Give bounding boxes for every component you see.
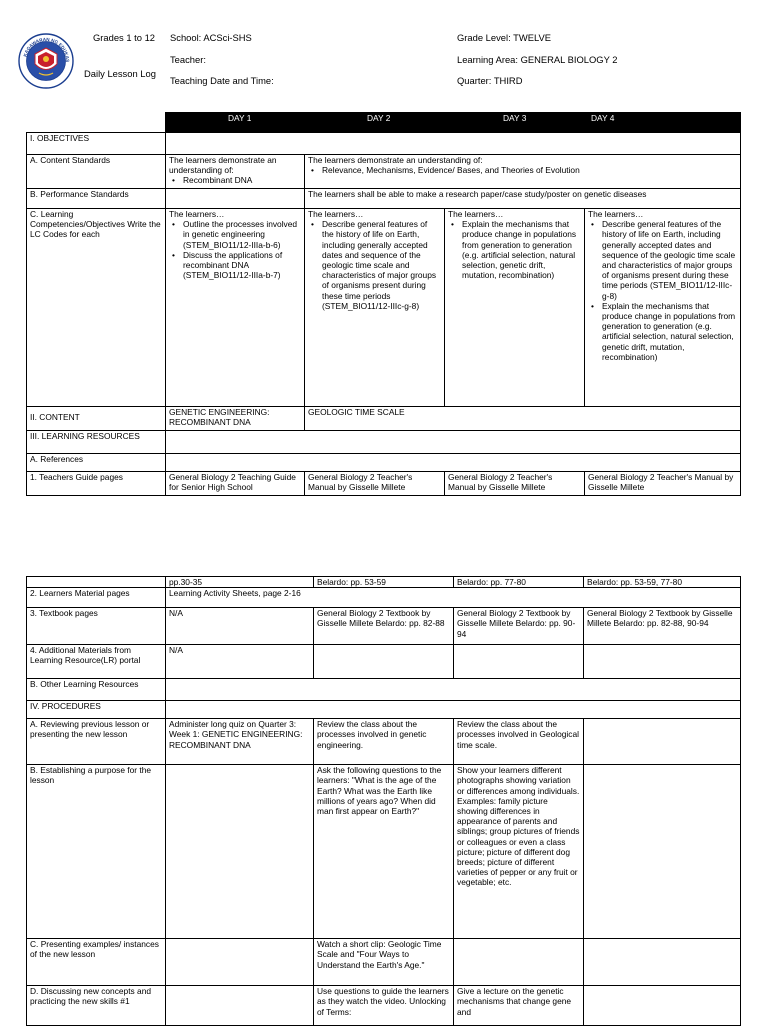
table-row [27, 472, 741, 496]
teachers-guide-label: 1. Teachers Guide pages [27, 472, 166, 496]
deped-seal-logo [18, 33, 74, 89]
teachers-guide-day3: General Biology 2 Teacher's Manual by Gisselle Millete [445, 472, 585, 496]
presenting-day2: Watch a short clip: Geologic Time Scale and "Four Ways to Understand the Earth's Age." [314, 939, 454, 986]
grades-label: Grades 1 to 12 [93, 32, 156, 43]
school-field: School: ACSci-SHS [170, 32, 252, 43]
teachers-guide-day4: General Biology 2 Teacher's Manual by Gisselle Millete [585, 472, 741, 496]
table-row [27, 588, 741, 608]
seal-text: KAGAWARAN NG EDUKAS [22, 36, 71, 63]
list-item: • Recombinant DNA [183, 175, 301, 185]
learning-area-field: Learning Area: GENERAL BIOLOGY 2 [457, 54, 618, 65]
day-1-header: DAY 1 [228, 113, 252, 123]
learners-material-text: Learning Activity Sheets, page 2-16 [166, 588, 741, 608]
table-row [27, 189, 741, 209]
purpose-day3: Show your learners different photographs showing variation or differences among individuals. Examples: family picture showing differences in appearance of parents and siblings; group pictures of friends or colleagues or even a class picture; picture of different dog breeds; picture of different varieties of pepper or any fruit or vegetable; etc. [454, 765, 584, 939]
list-item: • Relevance, Mechanisms, Evidence/ Bases, and Theories of Evolution [322, 165, 737, 175]
list-item: • Describe general features of the history of life on Earth, including generally accepted dates and sequence of the geologic time scale and characteristics of major groups of organisms present during these time periods (STEM_BIO11/12-IIIc-g-8) [602, 219, 737, 301]
teachers-guide-day1: General Biology 2 Teaching Guide for Senior High School [166, 472, 305, 496]
list-item: • Discuss the applications of recombinant DNA (STEM_BIO11/12-IIIa-b-7) [183, 250, 301, 281]
procedures-heading: IV. PROCEDURES [27, 701, 166, 719]
reviewing-day1: Administer long quiz on Quarter 3: Week 1: GENETIC ENGINEERING: RECOMBINANT DNA [166, 719, 314, 765]
textbook-label: 3. Textbook pages [27, 608, 166, 645]
teachers-guide-cont-day4: Belardo: pp. 53-59, 77-80 [584, 577, 741, 588]
competencies-day4-intro: The learners… [588, 209, 644, 219]
additional-materials-label: 4. Additional Materials from Learning Resource(LR) portal [27, 645, 166, 679]
performance-standards-text: The learners shall be able to make a research paper/case study/poster on genetic diseases [305, 189, 741, 209]
table-row [27, 407, 741, 431]
learners-material-label: 2. Learners Material pages [27, 588, 166, 608]
teachers-guide-cont-day3: Belardo: pp. 77-80 [454, 577, 584, 588]
objectives-heading: I. OBJECTIVES [27, 133, 166, 155]
purpose-label: B. Establishing a purpose for the lesson [27, 765, 166, 939]
purpose-day2: Ask the following questions to the learners: "What is the age of the Earth? What was the Earth like millions of years ago? When did man first appear on Earth?" [314, 765, 454, 939]
day-3-header: DAY 3 [503, 113, 527, 123]
content-standards-day2-4: The learners demonstrate an understanding of: [308, 155, 483, 165]
competencies-day1-intro: The learners… [169, 209, 225, 219]
table-row [27, 608, 741, 645]
textbook-day4: General Biology 2 Textbook by Gisselle Millete Belardo: pp. 82-88, 90-94 [584, 608, 741, 645]
other-resources-label: B. Other Learning Resources [27, 679, 166, 701]
content-day2-4: GEOLOGIC TIME SCALE [305, 407, 741, 431]
table-row [27, 679, 741, 701]
content-standards-day1: The learners demonstrate an understanding of: [169, 155, 277, 176]
day-2-header: DAY 2 [367, 113, 391, 123]
table-row [27, 645, 741, 679]
teaching-date-field: Teaching Date and Time: [170, 75, 274, 86]
quarter-field: Quarter: THIRD [457, 75, 523, 86]
table-row [27, 765, 741, 939]
reviewing-day2: Review the class about the processes involved in genetic engineering. [314, 719, 454, 765]
discussing-day3: Give a lecture on the genetic mechanisms that change gene and [454, 986, 584, 1026]
day-header-row [27, 113, 741, 133]
table-row [27, 719, 741, 765]
table-row [27, 431, 741, 454]
table-row [27, 155, 741, 189]
teachers-guide-cont-day2: Belardo: pp. 53-59 [314, 577, 454, 588]
textbook-day3: General Biology 2 Textbook by Gisselle Millete Belardo: pp. 90-94 [454, 608, 584, 645]
list-item: • Explain the mechanisms that produce change in populations from generation to generation (e.g. artificial selection, natural selection, genetic drift, mutation, recombination) [462, 219, 581, 280]
reviewing-label: A. Reviewing previous lesson or presenting the new lesson [27, 719, 166, 765]
grade-level-field: Grade Level: TWELVE [457, 32, 551, 43]
textbook-day2: General Biology 2 Textbook by Gisselle Millete Belardo: pp. 82-88 [314, 608, 454, 645]
textbook-day1: N/A [166, 608, 314, 645]
reviewing-day3: Review the class about the processes involved in Geological time scale. [454, 719, 584, 765]
teachers-guide-cont-day1: pp.30-35 [166, 577, 314, 588]
learning-resources-heading: III. LEARNING RESOURCES [27, 431, 166, 454]
table-row [27, 701, 741, 719]
additional-materials-day1: N/A [166, 645, 314, 679]
document-title: Daily Lesson Log [84, 68, 156, 79]
list-item: • Outline the processes involved in genetic engineering (STEM_BIO11/12-IIIa-b-6) [183, 219, 301, 250]
day-4-header: DAY 4 [591, 113, 615, 123]
content-day1: GENETIC ENGINEERING: RECOMBINANT DNA [166, 407, 305, 431]
teachers-guide-day2: General Biology 2 Teacher's Manual by Gisselle Millete [305, 472, 445, 496]
table-row [27, 577, 741, 588]
content-label: II. CONTENT [27, 407, 166, 431]
performance-standards-label: B. Performance Standards [27, 189, 166, 209]
lesson-log-table-1 [26, 112, 741, 496]
teacher-field: Teacher: [170, 54, 206, 65]
table-row [27, 209, 741, 407]
competencies-day3-intro: The learners… [448, 209, 504, 219]
table-row [27, 939, 741, 986]
competencies-day2-intro: The learners… [308, 209, 364, 219]
discussing-day2: Use questions to guide the learners as they watch the video. Unlocking of Terms: [314, 986, 454, 1026]
table-row [27, 133, 741, 155]
lesson-log-table-2 [26, 576, 741, 1026]
content-standards-label: A. Content Standards [27, 155, 166, 189]
references-label: A. References [27, 454, 166, 472]
discussing-label: D. Discussing new concepts and practicing the new skills #1 [27, 986, 166, 1026]
presenting-label: C. Presenting examples/ instances of the new lesson [27, 939, 166, 986]
table-row [27, 454, 741, 472]
list-item: • Explain the mechanisms that produce change in populations from generation to generation (e.g. artificial selection, natural selection, genetic drift, mutation, recombination) [602, 301, 737, 362]
table-row [27, 986, 741, 1026]
list-item: • Describe general features of the history of life on Earth, including generally accepted dates and sequence of the geologic time scale and characteristics of major groups of organisms present during these time periods (STEM_BIO11/12-IIIc-g-8) [322, 219, 441, 311]
competencies-label: C. Learning Competencies/Objectives Write the LC Codes for each [27, 209, 166, 407]
